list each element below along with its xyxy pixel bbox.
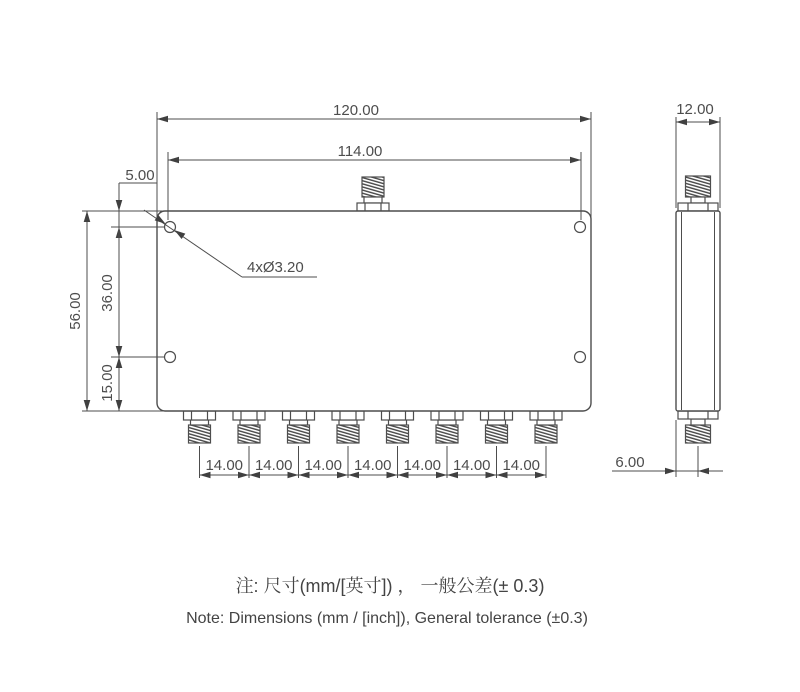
side-input-connector: [678, 176, 718, 211]
dim-labels-port-pitch: [205, 457, 540, 474]
dim-label-overall-height: 56.00: [67, 292, 84, 330]
note-line-english: Note: Dimensions (mm / [inch]), General tolerance (±0.3): [186, 610, 588, 627]
dim-label-hole-span: 114.00: [337, 143, 383, 160]
output-port-connectors: [184, 411, 563, 443]
dim-label-port-pitch-1: 14.00: [205, 457, 244, 474]
dim-label-hole-top-offset: 5.00: [125, 167, 155, 184]
side-view: [612, 101, 723, 477]
dim-label-overall-width: 120.00: [333, 102, 379, 119]
dim-label-port-pitch-3: 14.00: [304, 457, 343, 474]
front-view: [67, 102, 591, 478]
dim-label-port-pitch-7: 14.00: [502, 457, 541, 474]
dim-label-depth: 12.00: [676, 101, 714, 118]
input-port-connector: [357, 177, 389, 211]
notes-block: [186, 576, 588, 627]
dim-label-port-pitch-4: 14.00: [353, 457, 392, 474]
dim-hole-vertical-spacing: [111, 227, 164, 357]
side-body-outline: [676, 211, 720, 411]
mounting-hole-top-right: [575, 222, 586, 233]
dim-label-port-pitch-2: 14.00: [254, 457, 293, 474]
side-output-connector: [678, 411, 718, 443]
dim-label-hole-bottom-offset: 15.00: [99, 364, 116, 402]
dim-label-port-offset: 6.00: [615, 454, 645, 471]
mounting-hole-bottom-left: [165, 352, 176, 363]
dim-label-hole-vertical-spacing: 36.00: [99, 274, 116, 312]
note-line-chinese: 注: 尺寸(mm/[英寸]) ， 一般公差(± 0.3): [235, 576, 545, 596]
dim-label-port-pitch-6: 14.00: [452, 457, 491, 474]
front-body-outline: [157, 211, 591, 411]
dim-label-hole-callout: 4xØ3.20: [247, 259, 304, 276]
mounting-hole-bottom-right: [575, 352, 586, 363]
dim-label-port-pitch-5: 14.00: [403, 457, 442, 474]
dim-hole-bottom-offset: [116, 357, 123, 411]
